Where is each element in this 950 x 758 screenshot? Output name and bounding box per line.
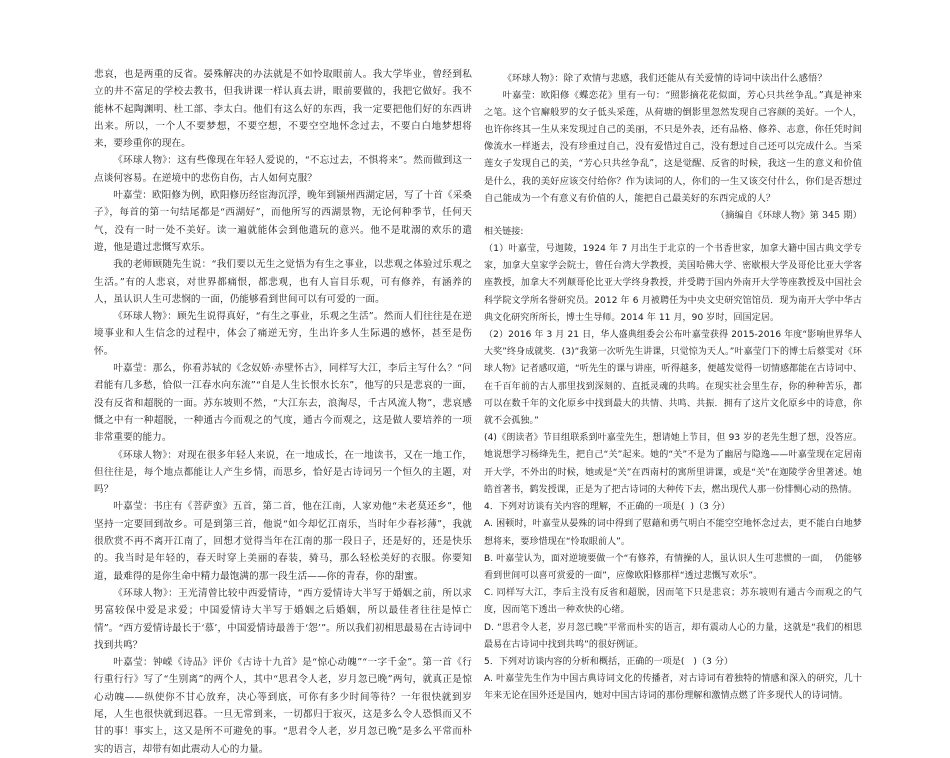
interview-paragraph: 《环球人物》：顾先生说得真好，“有生之事业，乐观之生活”。然而人们往往是在逆境事业和人生信念的过程中，体会了痛逆无穷，生出许多人生际遇的感怀，甚至是伤怀。 [94, 311, 472, 357]
interview-paragraph: 叶嘉莹：那么，你看苏轼的《念奴娇·赤壁怀古》，同样写大江，李后主写什么？“问君能有几多愁，恰似一江春水向东流”“自是人生长恨水长东”，他写的只是悲哀的一面，没有反省和超脱的一面。苏东坡则不然，“大江东去，浪淘尽，千古风流人物”，悲哀感慨之中有一种超脱，一种通古今而观之的气度，通古今而观之，这是做人要培养的一项非常重要的能力。 [94, 363, 472, 444]
question-option: D. “思君令人老，岁月忽已晚”平常而朴实的语言，却有震动人心的力量，这就是“我们的相思最易在古诗词中找到共鸣”的很好例证。 [484, 622, 862, 650]
interview-paragraph: 《环球人物》：除了欢情与悲感，我们还能从有关爱情的诗词中读出什么感悟？ [502, 73, 827, 84]
source-citation: （摘编自《环球人物》第 345 期） [715, 209, 862, 221]
question-option: A. 叶嘉莹先生作为中国古典诗词文化的传播者，对古诗词有着独特的情感和深入的研究，几十年来无论在国外还是国内，她对中国古诗词的那份理解和激情点燃了许多现代人的诗词情。 [484, 674, 862, 702]
interview-paragraph: 叶嘉莹：欧阳修《蝶恋花》里有一句：“照影摘花花似面，芳心只共丝争乱。”真是神来之笔。这个官廨般罗的女子低头采莲，从荷塘的倒影里忽然发现自己容颜的美好。一个人，也许你终其一生从来发现过自己的美丽，不只是外表，还有品格、修养、志意，你任凭时间像流水一样逝去，没有珍重过自己，没有爱惜过自己，没有想过自己还可以完成什么。当采莲女子发现自己的美，“芳心只共丝争乱”，这是觉醒、反省的时候，我这一生的意义和价值是什么，我的美好应该交付给你？作为读词的人，你们的一生又该交付什么，你们是否想过自己能成为一个有意义有价值的人，能把自己最美好的东西完成的人？ [484, 90, 862, 204]
related-links [484, 224, 862, 706]
interview-paragraph: 我的老师顾随先生说：“我们要以无生之觉悟为有生之事业，以悲观之体验过乐观之生活。”有的人悲哀，对世界都痛恨，都悲观，也有人盲目乐观，可有修养，有涵养的人，虽认识人生可悲悯的一面，仍能够看到世间可以有可爱的一面。 [94, 259, 472, 305]
left-column [94, 66, 472, 758]
question-4-stem: 4．下列对访谈有关内容的理解，不正确的一项是( )（3 分） [484, 502, 731, 513]
related-links-label: 相关链接: [484, 226, 524, 237]
question-option: A. 困顿时，叶嘉莹从晏殊的词中得到了慰藉和勇气明白不能空空地怀念过去，更不能白白地梦想将来，要珍惜现在“怜取眼前人”。 [484, 519, 862, 547]
related-link-item: (4)《朗读者》节目组联系到叶嘉莹先生，想请她上节目，但 93 岁的老先生想了想，没答应。她说想学习杨绛先生，把自己“关”起来。她的“关”不是为了幽居与隐逸——叶嘉莹现在定居南开大学，不外出的时候，她或是“关”在西南村的寓所里讲课，或是“关”在迦陵学舍里著述。她皓首著书，鹤发授课，正是为了把古诗词的大种传下去，燃出现代人那一份悱恻心动的热情。 [484, 433, 862, 495]
interview-paragraph: 叶嘉莹：钟嵘《诗品》评价《古诗十九首》是“惊心动魄”“一字千金”。第一首《行行重行行》写了“生别离”的两个人，其中“思君令人老，岁月忽已晚”两句，就真正是惊心动魄——纵使你不甘心放弃，决心等到底，可你有多少时间等待？一年很快就到岁尾，人生也很快就到迟暮。一旦无常到来，一切都归于寂灭，这是多么令人恐惧而又不甘的事！事实上，这又是所不可避免的事。“思君令人老，岁月忽已晚”是多么平常而朴实的语言，却带有如此震动人心的力量。 [94, 657, 472, 755]
interview-paragraph: 叶嘉莹：书庄有《菩萨蛮》五首，第二首，他在江南，人家劝他“未老莫还乡”，他坚持一定要回到故乡。可是到第三首，他说“如今却忆江南乐，当时年少春衫薄”，我就很欣赏不再不离开江南了，回想才觉得当年在江南的那一段日子，还是好的，还是快乐的。我当时是年轻的，春天时穿上美丽的春装，骑马，那么轻松美好的衣服。你要知道，最难得的是你生命中精力最饱满的那一段生活——你的青春，你的甜蜜。 [94, 501, 472, 582]
interview-paragraph: 《环球人物》：王光清曾比较中西爱情诗，“西方爱情诗大半写于婚姻之前，所以求男富较保中爱是求爱；中国爱情诗大半写于婚姻之后婚姻，所以最佳者往往是悼亡情”。“西方爱情诗最长于‘慕’，中国爱情诗最善于‘怨’”。所以我们初相思最易在古诗词中找到共鸣？ [94, 587, 472, 651]
interview-paragraph: 叶嘉莹：欧阳修为例，欧阳修历经宦海沉浮，晚年到颍州西湖定居，写了十首《采桑子》，每首的第一句结尾都是“西湖好”，而他所写的西湖景物，无论何种季节，任何天气，没有一时一处不美好。读一遍就能体会到他遣玩的意兴。他不是耽溺的欢乐的遣遊，他是遣过悲慨写欢乐。 [94, 190, 472, 253]
related-link-item: （2）2016 年 3 月 21 日，华人盛典组委会公布叶嘉莹获得 2015-2016 年度“影响世界华人大奖”终身成就奖．(3)“我第一次听先生讲课，只觉惊为天人。”叶嘉莹门下的博士后蔡雯对《环球人物》记者感叹道，“听先生的课与讲座，听得越多，便越发觉得一切情感都能在古诗词中、在千百年前的古人那里找到深刻的、直抵灵魂的共鸣。在现实社会里生存，你的种种苦乐，都可以在数千年的文化原乡中找到最大的共情、共鸣、共振．拥有了这片文化原乡中的诗意，你就不会孤独。” [484, 330, 862, 427]
interview-paragraph: 《环球人物》：这有些像现在年轻人爱说的，“不忘过去，不惧将来”。然而做到这一点谈何容易。在逆境中的悲伤自伤，古人如何克服？ [94, 155, 472, 184]
interview-paragraph: 《环球人物》：对现在很多年轻人来说，在一地成长，在一地读书，又在一地工作，但往往是，每个地点都能让人产生乡情，而思乡，恰好是古诗词另一个恒久的主题，对吗？ [94, 449, 472, 496]
right-column [484, 70, 862, 706]
question-option: B. 叶嘉莹认为，面对逆境要做一个“有修养，有情操的人，虽认识人生可悲惯的一面， 仍能够看到世间可以喜可赏爱的一面”，应像欧阳修那样“透过悲慨写欢乐”。 [484, 553, 862, 581]
interview-paragraph: 悲哀，也是两重的反省。晏殊解决的办法就是不如怜取眼前人。我大学毕业，曾经到私立的井不富足的学校去教书，但我讲课一样认真去讲，眼前要做的，我把它做好。我不能林不起陶渊明、杜工部、李太白。他们有这么好的东西，我一定要把他们好的东西讲出来。所以，一个人不要梦想，不要空想，不要空空地怀念过去，不要白白地梦想将来，要珍重你的现在。 [94, 69, 472, 150]
question-option: C. 同样写大江，李后主没有反省和超脱，因而笔下只是悲哀；苏东坡则有通古今而观之的气度，因而笔下透出一种欢快的心绪。 [484, 588, 862, 616]
question-5-stem: 5．下列对访谈内容的分析和概括，正确的一项是( )（3 分） [484, 656, 734, 667]
related-link-item: （1）叶嘉莹，号迦陵，1924 年 7 月出生于北京的一个书香世家，加拿大籍中国古典文学专家，加拿大皇家学会院士，曾任台湾大学教授，美国哈佛大学、密歇根大学及哥伦比亚大学客座教授，加拿大不列颠哥伦比亚大学终身教授，并受聘于国内外南开大学等座教授及中国社会科学院文学所名誉研究员。2012 年 6 月被聘任为中央文史研究馆馆员．现为南开大学中华古典文化研究所所长，博士生导师。2014 年 11 月，90 岁时，回国定居。 [484, 244, 862, 323]
